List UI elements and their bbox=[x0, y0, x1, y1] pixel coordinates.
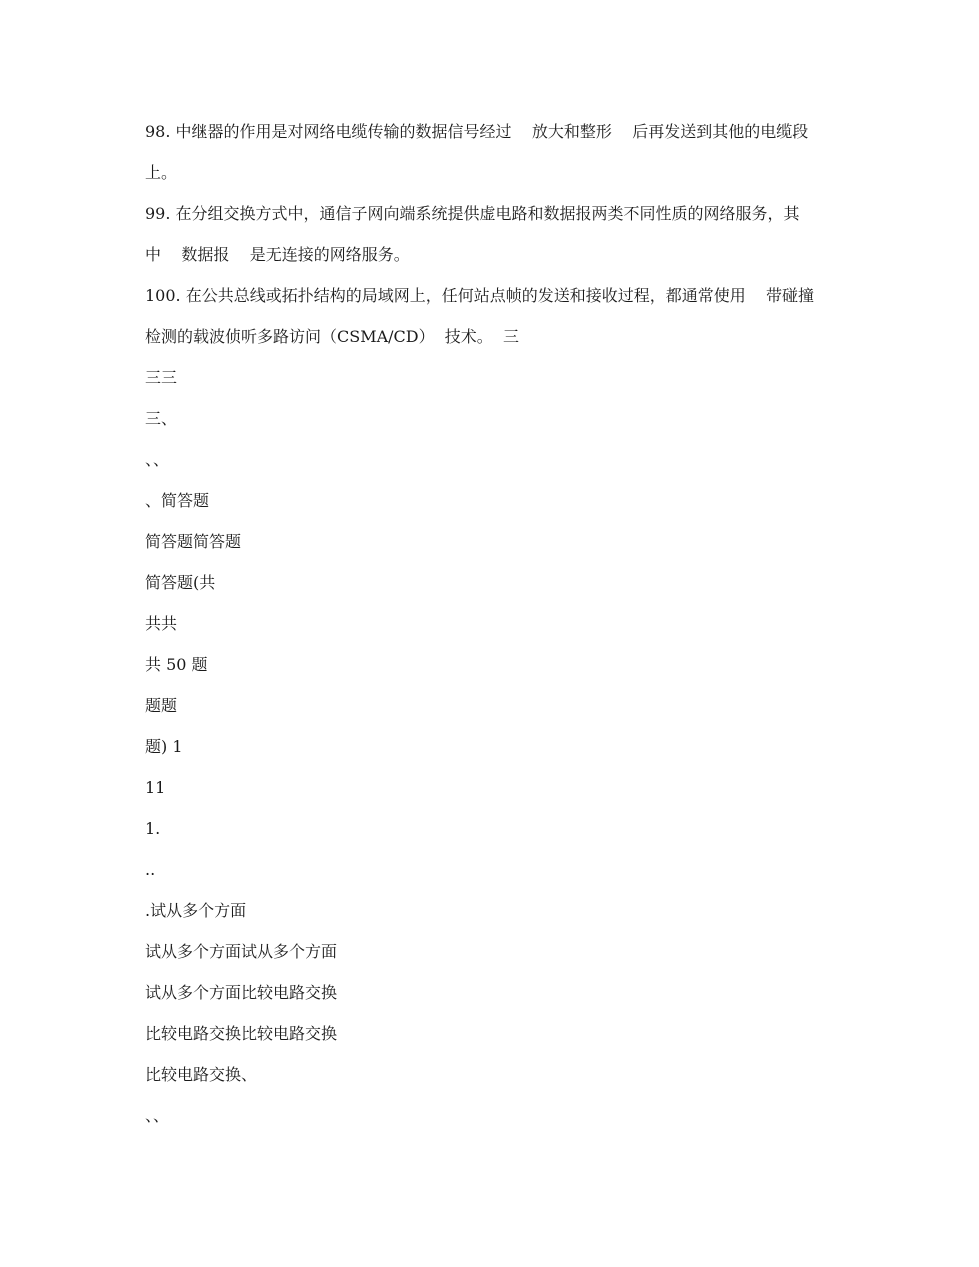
text-line: 题题 bbox=[145, 696, 178, 715]
text-line: 简答题(共 bbox=[145, 573, 216, 592]
text-line-q99-part2: 中 数据报 是无连接的网络服务。 bbox=[145, 245, 410, 264]
question-number: 1. bbox=[145, 819, 161, 838]
text-line: 、、 bbox=[145, 1106, 170, 1125]
text-line: 三、 bbox=[145, 409, 178, 428]
text-line-q98-part2: 上。 bbox=[145, 163, 178, 182]
document-body bbox=[145, 111, 845, 1136]
text-line: 题) 1 bbox=[145, 737, 183, 756]
text-line: .. bbox=[145, 860, 156, 879]
text-line: 、、 bbox=[145, 450, 170, 469]
text-line: 比较电路交换比较电路交换 bbox=[145, 1024, 338, 1043]
text-line: 简答题简答题 bbox=[145, 532, 242, 551]
text-line: 11 bbox=[145, 778, 166, 797]
text-line-q100-part2: 检测的载波侦听多路访问（CSMA/CD） 技术。 三 bbox=[145, 327, 519, 346]
text-line: 比较电路交换、 bbox=[145, 1065, 258, 1084]
text-line: .试从多个方面 bbox=[145, 901, 247, 920]
text-line: 试从多个方面试从多个方面 bbox=[145, 942, 338, 961]
text-line: 三三 bbox=[145, 368, 178, 387]
text-line: 共共 bbox=[145, 614, 178, 633]
text-line-q100-part1: 100. 在公共总线或拓扑结构的局域网上，任何站点帧的发送和接收过程，都通常使用 带碰撞 bbox=[145, 286, 815, 305]
text-line: 共 50 题 bbox=[145, 655, 208, 674]
text-line-q98-part1: 98. 中继器的作用是对网络电缆传输的数据信号经过 放大和整形 后再发送到其他的电缆段 bbox=[145, 122, 809, 141]
text-line: 试从多个方面比较电路交换 bbox=[145, 983, 338, 1002]
text-line-q99-part1: 99. 在分组交换方式中，通信子网向端系统提供虚电路和数据报两类不同性质的网络服务，其 bbox=[145, 204, 800, 223]
section-heading: 、简答题 bbox=[145, 491, 210, 510]
